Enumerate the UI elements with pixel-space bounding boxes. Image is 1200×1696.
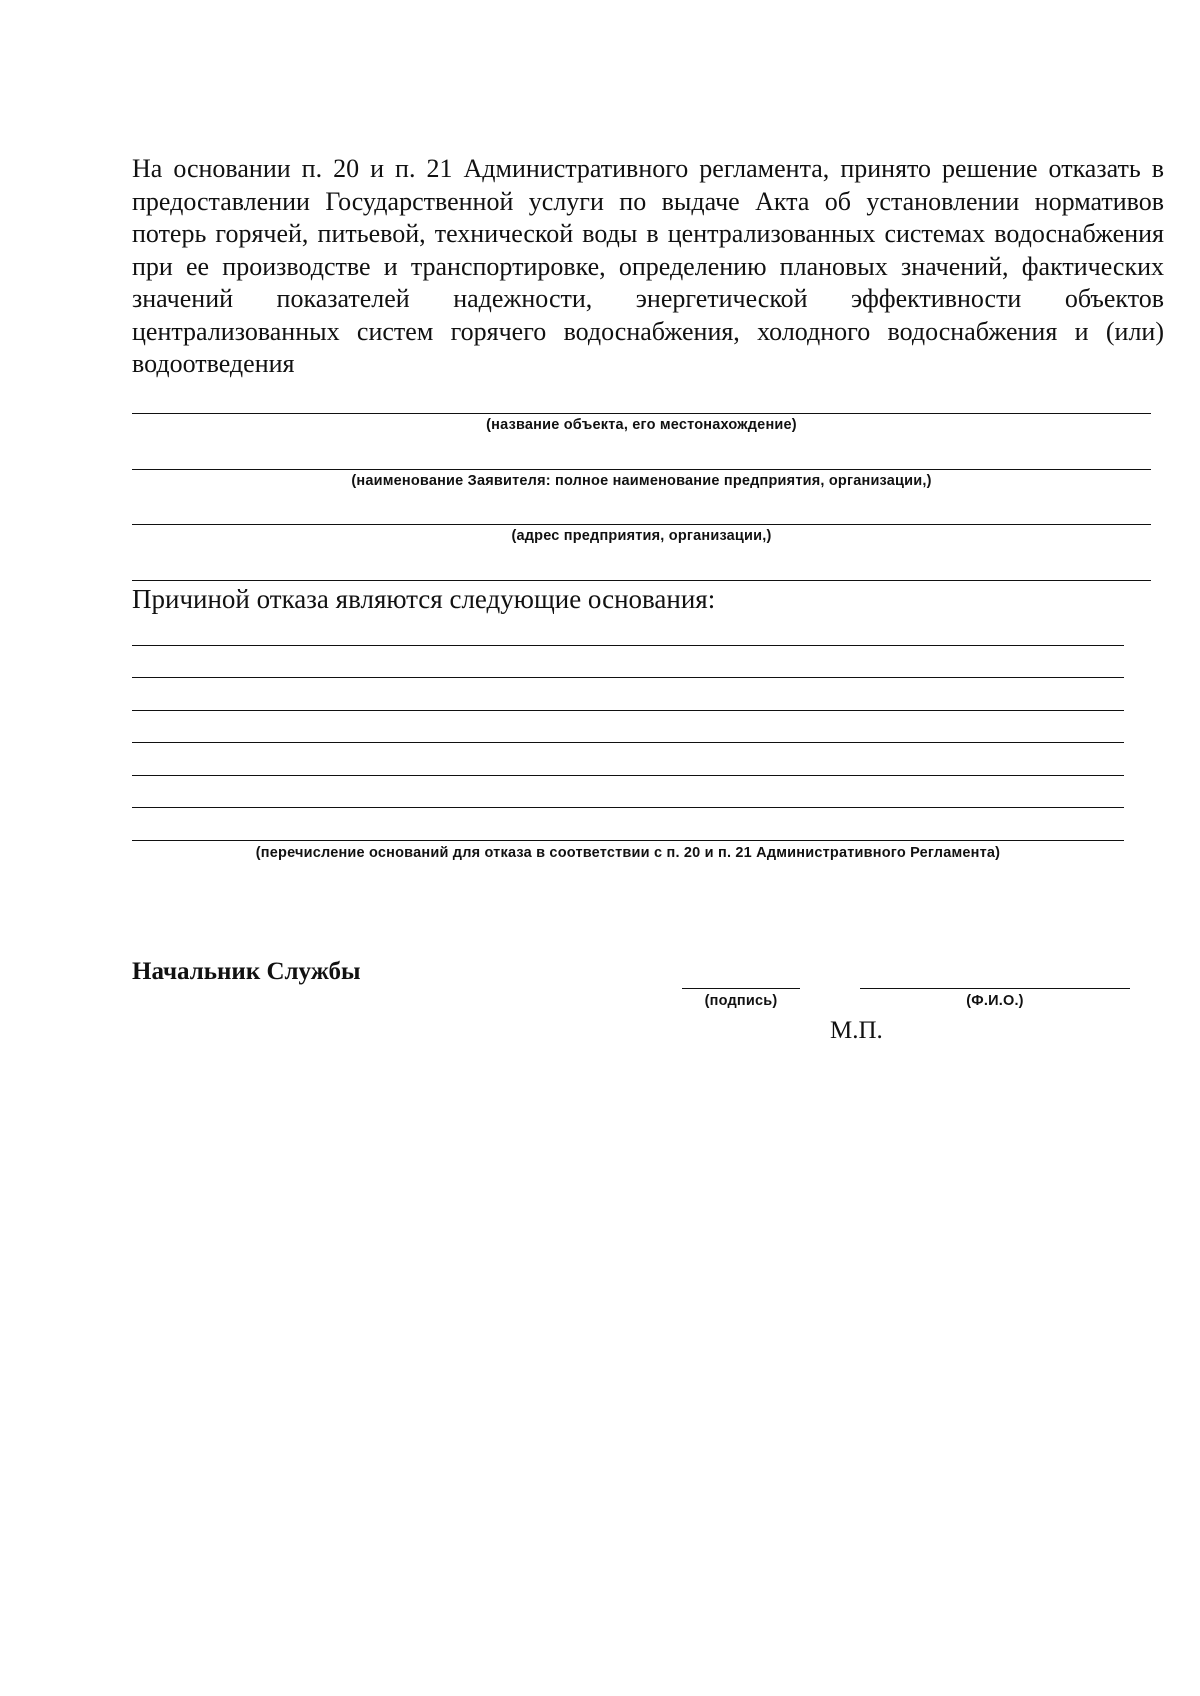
position-title: Начальник Службы (132, 958, 361, 985)
reason-line[interactable] (132, 840, 1124, 841)
reason-line[interactable] (132, 710, 1124, 711)
full-name-caption: (Ф.И.О.) (966, 993, 1024, 1009)
signature-line[interactable] (682, 988, 800, 989)
object-name-line[interactable] (132, 413, 1151, 414)
reasons-heading: Причиной отказа являются следующие основания: (132, 584, 716, 614)
address-caption: (адрес предприятия, организации,) (511, 528, 772, 544)
reasons-caption: (перечисление оснований для отказа в соответствии с п. 20 и п. 21 Административного Регламента) (255, 845, 1001, 861)
reason-line[interactable] (132, 742, 1124, 743)
reason-line[interactable] (132, 775, 1124, 776)
applicant-name-caption: (наименование Заявителя: полное наименование предприятия, организации,) (351, 473, 932, 489)
object-name-caption: (название объекта, его местонахождение) (486, 417, 797, 433)
decision-paragraph: На основании п. 20 и п. 21 Административного регламента, принято решение отказать в предоставлении Государственной услуги по выдаче Акта об установлении нормативов потерь горячей, питьевой, технической воды в централизованных системах водоснабжения при ее производстве и транспортировке, определению плановых значений, фактических значений показателей надежности, энергетической эффективности объектов централизованных систем горячего водоснабжения, холодного водоснабжения и (или) водоотведения (132, 154, 1164, 378)
reason-line[interactable] (132, 807, 1124, 808)
reason-line[interactable] (132, 677, 1124, 678)
address-line[interactable] (132, 524, 1151, 525)
address-continuation-line[interactable] (132, 580, 1151, 581)
reason-line[interactable] (132, 645, 1124, 646)
signature-caption: (подпись) (704, 993, 778, 1009)
stamp-placeholder: М.П. (830, 1017, 883, 1044)
full-name-line[interactable] (860, 988, 1130, 989)
applicant-name-line[interactable] (132, 469, 1151, 470)
